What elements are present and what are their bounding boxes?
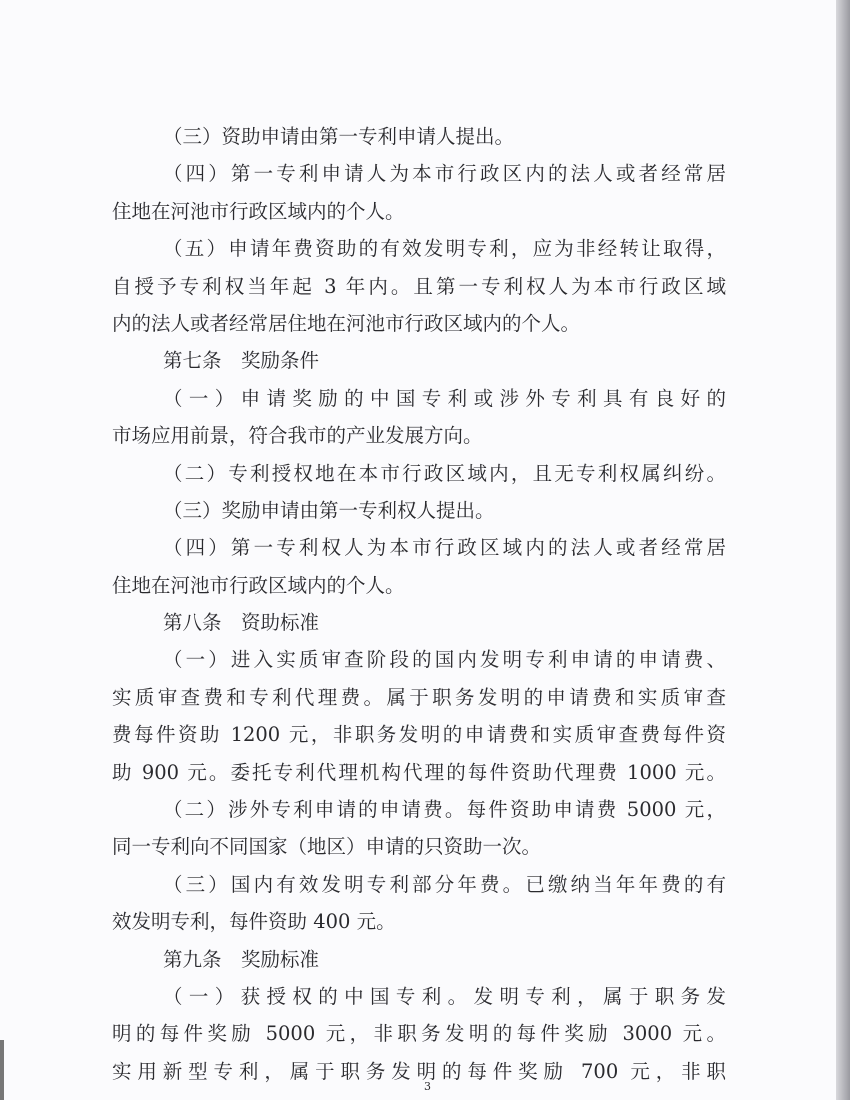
text-line: （一）进入实质审查阶段的国内发明专利申请的申请费、: [163, 648, 726, 672]
text-line: （四）第一专利申请人为本市行政区内的法人或者经常居: [163, 162, 726, 186]
text-line: 自授予专利权当年起 3 年内。且第一专利权人为本市行政区域: [112, 274, 726, 298]
text-line: 实用新型专利，属于职务发明的每件奖励 700 元，非职: [112, 1059, 726, 1083]
text-line: 助 900 元。委托专利代理机构代理的每件资助代理费 1000 元。: [112, 760, 726, 784]
page-number: 3: [424, 1080, 431, 1093]
text-line: 同一专利向不同国家（地区）申请的只资助一次。: [112, 835, 542, 859]
text-line: 内的法人或者经常居住地在河池市行政区域内的个人。: [112, 311, 581, 335]
text-line: 费每件资助 1200 元，非职务发明的申请费和实质审查费每件资: [112, 723, 726, 747]
document-body: [112, 118, 726, 1090]
text-line: 明的每件奖励 5000 元，非职务发明的每件奖励 3000 元。: [112, 1022, 726, 1046]
text-line: 市场应用前景，符合我市的产业发展方向。: [112, 424, 483, 448]
article-heading: 第九条 奖励标准: [163, 947, 320, 971]
text-line: 住地在河池市行政区域内的个人。: [112, 199, 405, 223]
scan-edge-left: [0, 1040, 4, 1100]
text-line: （一）申请奖励的中国专利或涉外专利具有良好的: [163, 386, 726, 410]
scan-edge: [836, 0, 850, 1100]
text-line: （一）获授权的中国专利。发明专利，属于职务发: [163, 984, 726, 1008]
text-line: （三）资助申请由第一专利申请人提出。: [163, 125, 515, 148]
text-line: （二）涉外专利申请的申请费。每件资助申请费 5000 元，: [163, 798, 726, 822]
text-line: 效发明专利，每件资助 400 元。: [112, 910, 396, 934]
text-line: 住地在河池市行政区域内的个人。: [112, 573, 405, 597]
text-line: （二）专利授权地在本市行政区域内，且无专利权属纠纷。: [163, 461, 726, 485]
text-line: （三）奖励申请由第一专利权人提出。: [163, 498, 495, 522]
text-line: （五）申请年费资助的有效发明专利，应为非经转让取得，: [163, 237, 726, 261]
text-line: （四）第一专利权人为本市行政区域内的法人或者经常居: [163, 536, 726, 560]
article-heading: 第八条 资助标准: [163, 611, 320, 635]
article-heading: 第七条 奖励条件: [163, 349, 320, 373]
text-line: （三）国内有效发明专利部分年费。已缴纳当年年费的有: [163, 872, 726, 896]
text-line: 实质审查费和专利代理费。属于职务发明的申请费和实质审查: [112, 685, 726, 709]
